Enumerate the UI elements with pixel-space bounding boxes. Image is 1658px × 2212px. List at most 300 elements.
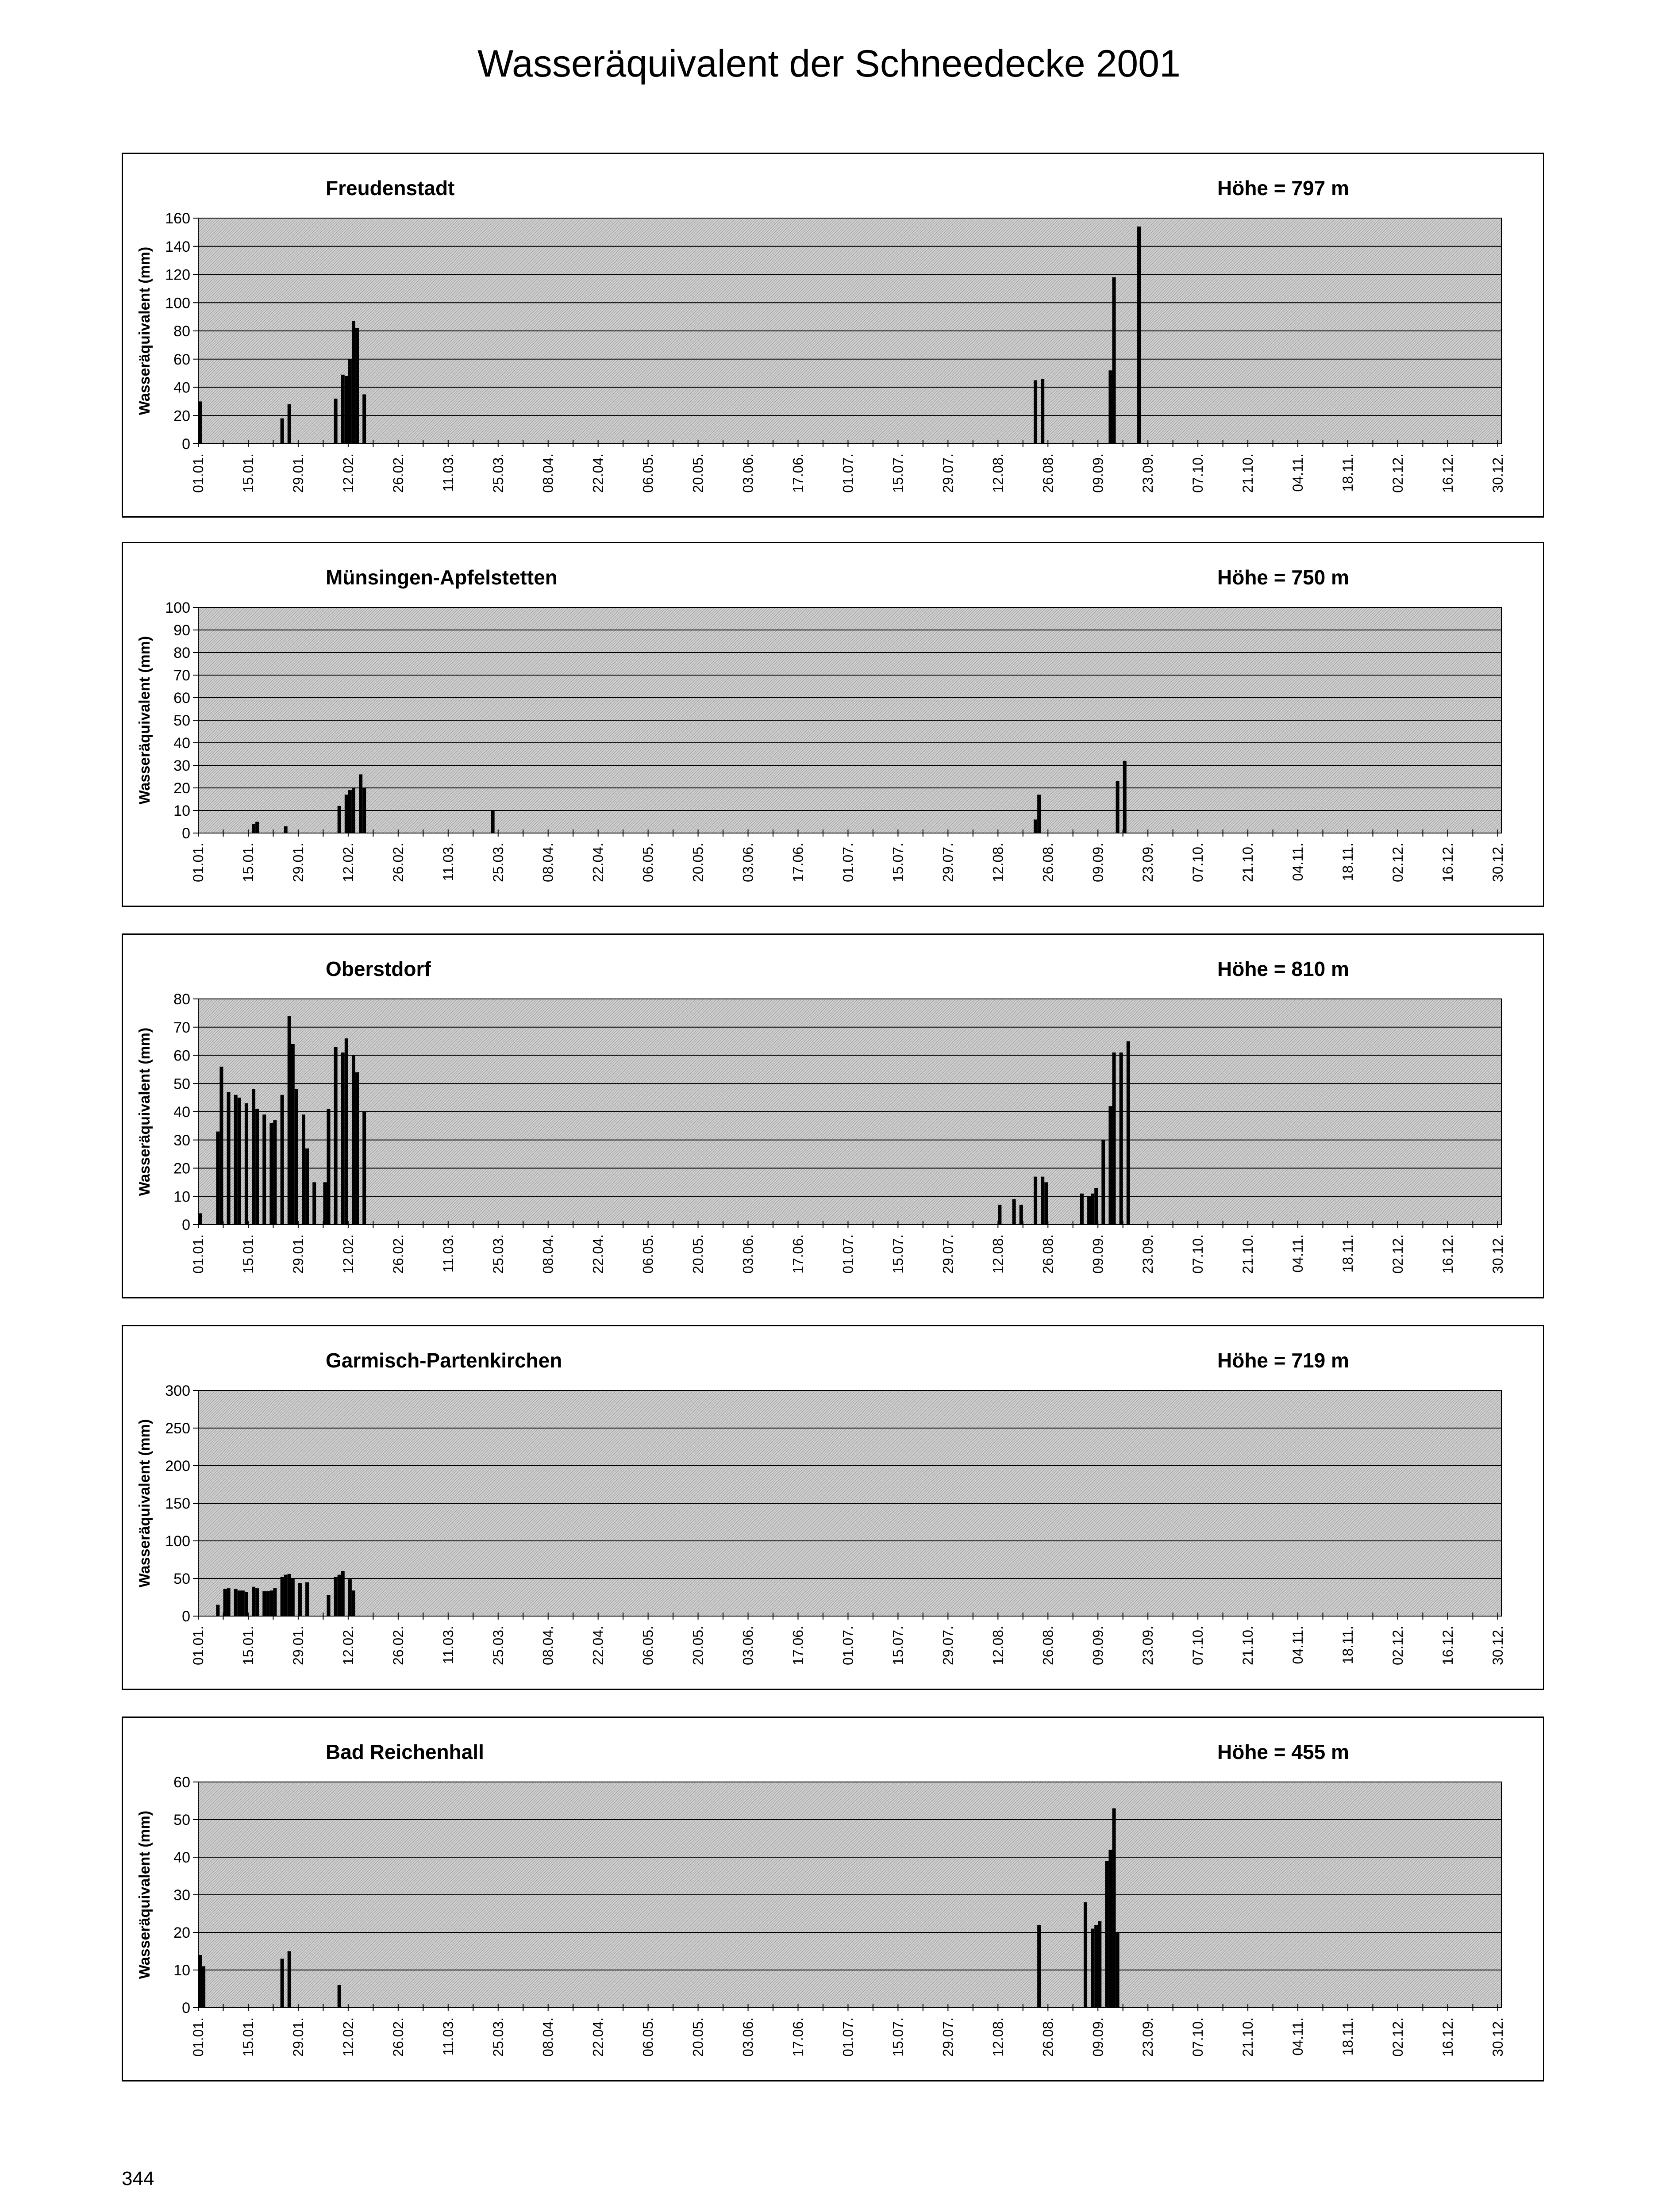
x-tick-label: 30.12. [1489, 1626, 1506, 1665]
x-tick-label: 12.02. [340, 2017, 356, 2057]
y-tick-label: 30 [173, 1887, 190, 1904]
bar [269, 1123, 273, 1225]
x-tick-label: 20.05. [690, 1626, 706, 1665]
chart-panel-muensingen-apfelstetten [122, 542, 1544, 907]
x-tick-label: 26.08. [1040, 2017, 1056, 2057]
x-tick-label: 03.06. [740, 1626, 756, 1665]
bar [262, 1591, 266, 1616]
chart-panel-oberstdorf [122, 933, 1544, 1298]
x-tick-label: 23.09. [1140, 2017, 1156, 2057]
bar [341, 1571, 345, 1616]
bar [327, 1109, 331, 1225]
x-tick-label: 01.01. [190, 2017, 206, 2057]
bar [1041, 1177, 1044, 1225]
x-tick-label: 01.07. [840, 1626, 856, 1665]
y-tick-label: 50 [173, 712, 190, 729]
x-tick-label: 30.12. [1489, 2017, 1506, 2057]
bar [1034, 1177, 1037, 1225]
x-tick-label: 30.12. [1489, 453, 1506, 493]
x-tick-label: 25.03. [490, 1626, 506, 1665]
x-tick-label: 21.10. [1240, 1626, 1256, 1665]
bar [355, 328, 359, 444]
bar [255, 1588, 259, 1616]
x-tick-label: 06.05. [640, 453, 656, 493]
bar [198, 1214, 202, 1225]
bar [288, 1016, 291, 1225]
x-tick-label: 04.11. [1290, 1626, 1306, 1664]
bar [1127, 1041, 1130, 1225]
y-axis-label: Wasseräquivalent (mm) [136, 1027, 153, 1196]
x-tick-label: 01.01. [190, 843, 206, 882]
bar [352, 321, 355, 444]
x-tick-label: 06.05. [640, 1626, 656, 1665]
y-tick-label: 300 [165, 1382, 190, 1399]
y-axis-label: Wasseräquivalent (mm) [136, 246, 153, 415]
bar [252, 1089, 255, 1225]
x-tick-label: 04.11. [1290, 453, 1306, 492]
x-tick-label: 12.08. [990, 2017, 1006, 2057]
x-tick-label: 20.05. [690, 843, 706, 882]
x-tick-label: 18.11. [1340, 1626, 1356, 1664]
bar [198, 1955, 202, 2008]
bar [1112, 277, 1116, 444]
y-tick-label: 40 [173, 735, 190, 752]
x-tick-label: 04.11. [1290, 2017, 1306, 2056]
station-height: Höhe = 455 m [1217, 1740, 1349, 1763]
x-tick-label: 04.11. [1290, 843, 1306, 881]
bar [1044, 1182, 1048, 1225]
bar [1094, 1925, 1098, 2008]
bar [1112, 1809, 1116, 2008]
page-number: 344 [122, 2168, 154, 2189]
x-tick-label: 15.07. [890, 2017, 906, 2057]
x-tick-label: 22.04. [590, 1234, 606, 1274]
x-tick-label: 21.10. [1240, 453, 1256, 493]
x-tick-label: 23.09. [1140, 843, 1156, 882]
x-tick-label: 01.07. [840, 1234, 856, 1274]
x-tick-label: 04.11. [1290, 1234, 1306, 1273]
bar [1101, 1140, 1105, 1225]
y-tick-label: 160 [165, 210, 190, 227]
x-tick-label: 17.06. [790, 453, 806, 493]
bar [241, 1590, 245, 1616]
x-tick-label: 03.06. [740, 2017, 756, 2057]
x-tick-label: 20.05. [690, 453, 706, 493]
x-tick-label: 16.12. [1439, 1626, 1456, 1665]
y-tick-label: 20 [173, 1160, 190, 1177]
x-tick-label: 20.05. [690, 2017, 706, 2057]
bar [238, 1590, 241, 1616]
bar [334, 1047, 338, 1225]
bar [305, 1148, 309, 1225]
x-tick-label: 29.07. [940, 2017, 956, 2057]
x-tick-label: 17.06. [790, 1234, 806, 1274]
x-tick-label: 02.12. [1390, 843, 1406, 882]
bar [359, 774, 362, 833]
bar [348, 790, 352, 833]
bar [291, 1578, 295, 1616]
x-tick-label: 07.10. [1190, 1234, 1206, 1274]
bar [245, 1103, 248, 1225]
page-title: Wasseräquivalent der Schneedecke 2001 [477, 42, 1181, 85]
bar [305, 1582, 309, 1617]
bar [338, 806, 341, 833]
y-tick-label: 30 [173, 757, 190, 774]
x-tick-label: 17.06. [790, 2017, 806, 2057]
x-tick-label: 03.06. [740, 843, 756, 882]
bar [1137, 227, 1141, 444]
bar [302, 1114, 305, 1225]
y-tick-label: 60 [173, 690, 190, 707]
x-tick-label: 12.02. [340, 1234, 356, 1274]
x-tick-label: 03.06. [740, 1234, 756, 1274]
x-tick-label: 01.07. [840, 453, 856, 493]
y-tick-label: 60 [173, 351, 190, 368]
x-tick-label: 07.10. [1190, 843, 1206, 882]
x-tick-label: 25.03. [490, 2017, 506, 2057]
bar [234, 1095, 238, 1225]
y-tick-label: 10 [173, 803, 190, 819]
x-tick-label: 11.03. [440, 2017, 456, 2056]
y-tick-label: 60 [173, 1774, 190, 1791]
bar [1012, 1199, 1016, 1225]
y-axis-label: Wasseräquivalent (mm) [136, 636, 153, 805]
x-tick-label: 06.05. [640, 843, 656, 882]
bar [334, 399, 338, 444]
chart-panel-bad-reichenhall [122, 1717, 1544, 2081]
bar [219, 1067, 223, 1225]
bar [1087, 1196, 1091, 1225]
bar [266, 1591, 269, 1616]
x-tick-label: 29.07. [940, 1234, 956, 1274]
station-height: Höhe = 797 m [1217, 177, 1349, 200]
bar [295, 1089, 298, 1225]
bar [238, 1098, 241, 1225]
x-tick-label: 25.03. [490, 843, 506, 882]
y-tick-label: 80 [173, 645, 190, 661]
bar [352, 1056, 355, 1225]
x-tick-label: 26.02. [390, 2017, 406, 2057]
chart-bad-reichenhall [123, 1718, 1543, 2080]
x-tick-label: 01.01. [190, 1234, 206, 1274]
x-tick-label: 01.01. [190, 1626, 206, 1665]
x-tick-label: 26.08. [1040, 843, 1056, 882]
y-tick-label: 20 [173, 407, 190, 425]
bar [1109, 370, 1112, 444]
bar [234, 1589, 238, 1616]
x-tick-label: 23.09. [1140, 1234, 1156, 1274]
bar [1094, 1188, 1098, 1225]
x-tick-label: 09.09. [1090, 453, 1106, 493]
x-tick-label: 21.10. [1240, 1234, 1256, 1274]
x-tick-label: 11.03. [440, 1626, 456, 1664]
x-tick-label: 09.09. [1090, 2017, 1106, 2057]
x-tick-label: 16.12. [1439, 1234, 1456, 1274]
y-tick-label: 100 [165, 599, 190, 616]
y-tick-label: 0 [182, 1608, 190, 1625]
x-tick-label: 15.07. [890, 1626, 906, 1665]
bar [1105, 1861, 1108, 2008]
x-tick-label: 16.12. [1439, 453, 1456, 493]
bar [288, 404, 291, 444]
y-tick-label: 50 [173, 1812, 190, 1828]
bar [255, 822, 259, 833]
x-tick-label: 11.03. [440, 453, 456, 492]
station-height: Höhe = 750 m [1217, 566, 1349, 589]
x-tick-label: 15.07. [890, 1234, 906, 1274]
x-tick-label: 12.08. [990, 1626, 1006, 1665]
x-tick-label: 08.04. [540, 2017, 556, 2057]
y-tick-label: 250 [165, 1420, 190, 1437]
x-tick-label: 30.12. [1489, 843, 1506, 882]
bar [1037, 795, 1041, 833]
bar [227, 1588, 231, 1616]
y-tick-label: 0 [182, 436, 190, 453]
x-tick-label: 25.03. [490, 1234, 506, 1274]
bar [288, 1574, 291, 1616]
bar [262, 1114, 266, 1225]
y-tick-label: 140 [165, 238, 190, 255]
y-tick-label: 120 [165, 266, 190, 284]
station-name: Münsingen-Apfelstetten [326, 566, 558, 589]
y-tick-label: 30 [173, 1132, 190, 1149]
x-tick-label: 26.02. [390, 453, 406, 493]
y-axis-label: Wasseräquivalent (mm) [136, 1810, 153, 1979]
bar [334, 1577, 338, 1616]
station-name: Oberstdorf [326, 957, 431, 980]
bar [998, 1205, 1001, 1225]
bar [1109, 1850, 1112, 2008]
bar [273, 1120, 277, 1225]
x-tick-label: 25.03. [490, 453, 506, 493]
bar [298, 1583, 302, 1616]
x-tick-label: 09.09. [1090, 843, 1106, 882]
chart-muensingen-apfelstetten [123, 543, 1543, 906]
bar [273, 1588, 277, 1616]
x-tick-label: 20.05. [690, 1234, 706, 1274]
x-tick-label: 11.03. [440, 1234, 456, 1273]
y-tick-label: 90 [173, 622, 190, 639]
x-tick-label: 26.08. [1040, 1234, 1056, 1274]
bar [1084, 1902, 1087, 2008]
bar [362, 788, 366, 833]
bar [216, 1605, 219, 1617]
bar [1041, 379, 1044, 444]
chart-panel-freudenstadt [122, 153, 1544, 518]
y-tick-label: 70 [173, 667, 190, 684]
x-tick-label: 22.04. [590, 843, 606, 882]
station-height: Höhe = 719 m [1217, 1349, 1349, 1372]
bar [245, 1592, 248, 1616]
bar [227, 1092, 231, 1225]
x-tick-label: 12.02. [340, 453, 356, 493]
x-tick-label: 06.05. [640, 2017, 656, 2057]
y-tick-label: 20 [173, 1924, 190, 1941]
bar [1098, 1921, 1101, 2008]
bar [327, 1595, 331, 1616]
bar [269, 1590, 273, 1616]
x-tick-label: 15.07. [890, 453, 906, 493]
bar [284, 826, 288, 833]
bar [1034, 380, 1037, 444]
bar [1034, 819, 1037, 833]
x-tick-label: 17.06. [790, 1626, 806, 1665]
bar [198, 401, 202, 444]
bar [255, 1109, 259, 1225]
bar [345, 1038, 348, 1225]
y-tick-label: 50 [173, 1075, 190, 1093]
x-tick-label: 29.07. [940, 453, 956, 493]
bar [1123, 761, 1127, 833]
bar [281, 1577, 284, 1616]
bar [312, 1182, 316, 1225]
x-tick-label: 23.09. [1140, 453, 1156, 493]
y-tick-label: 0 [182, 2000, 190, 2016]
bar [341, 1052, 345, 1225]
y-tick-label: 100 [165, 295, 190, 312]
x-tick-label: 15.01. [240, 453, 256, 493]
chart-freudenstadt [123, 154, 1543, 516]
bar [288, 1951, 291, 2008]
bar [1080, 1194, 1084, 1225]
y-tick-label: 150 [165, 1495, 190, 1512]
y-tick-label: 10 [173, 1188, 190, 1206]
x-tick-label: 29.07. [940, 843, 956, 882]
y-axis-label: Wasseräquivalent (mm) [136, 1419, 153, 1588]
y-tick-label: 40 [173, 1104, 190, 1121]
x-tick-label: 09.09. [1090, 1234, 1106, 1274]
x-tick-label: 26.02. [390, 1234, 406, 1274]
x-tick-label: 30.12. [1489, 1234, 1506, 1274]
chart-panel-garmisch-partenkirchen [122, 1325, 1544, 1690]
x-tick-label: 29.07. [940, 1626, 956, 1665]
x-tick-label: 06.05. [640, 1234, 656, 1274]
bar [338, 1575, 341, 1617]
y-tick-label: 60 [173, 1047, 190, 1064]
bar [1019, 1205, 1023, 1225]
bar [1116, 781, 1119, 833]
x-tick-label: 08.04. [540, 453, 556, 493]
bar [1116, 1932, 1119, 2008]
station-name: Bad Reichenhall [326, 1740, 484, 1763]
x-tick-label: 08.04. [540, 843, 556, 882]
x-tick-label: 29.01. [290, 843, 306, 882]
bar [352, 788, 355, 833]
bar [223, 1589, 227, 1616]
x-tick-label: 12.02. [340, 843, 356, 882]
bar [202, 1966, 205, 2008]
bar [352, 1590, 355, 1616]
station-height: Höhe = 810 m [1217, 957, 1349, 980]
x-tick-label: 01.01. [190, 453, 206, 493]
x-tick-label: 12.02. [340, 1626, 356, 1665]
bar [1109, 1106, 1112, 1225]
x-tick-label: 18.11. [1340, 2017, 1356, 2056]
x-tick-label: 22.04. [590, 453, 606, 493]
bar [323, 1182, 327, 1225]
chart-oberstdorf [123, 935, 1543, 1297]
x-tick-label: 18.11. [1340, 453, 1356, 492]
x-tick-label: 29.01. [290, 453, 306, 493]
y-tick-label: 0 [182, 825, 190, 842]
x-tick-label: 29.01. [290, 2017, 306, 2057]
x-tick-label: 01.07. [840, 843, 856, 882]
bar [348, 359, 352, 444]
bar [491, 810, 495, 833]
y-tick-label: 200 [165, 1458, 190, 1475]
x-tick-label: 09.09. [1090, 1626, 1106, 1665]
x-tick-label: 16.12. [1439, 2017, 1456, 2057]
y-tick-label: 20 [173, 780, 190, 797]
bar [362, 1112, 366, 1225]
y-tick-label: 100 [165, 1533, 190, 1550]
bar [1091, 1194, 1094, 1225]
x-tick-label: 02.12. [1390, 453, 1406, 493]
bar [345, 795, 348, 833]
x-tick-label: 07.10. [1190, 1626, 1206, 1665]
y-tick-label: 70 [173, 1019, 190, 1036]
y-tick-label: 0 [182, 1217, 190, 1233]
x-tick-label: 26.08. [1040, 1626, 1056, 1665]
bar [355, 1072, 359, 1225]
x-tick-label: 16.12. [1439, 843, 1456, 882]
y-tick-label: 40 [173, 1849, 190, 1866]
x-tick-label: 15.01. [240, 2017, 256, 2057]
x-tick-label: 08.04. [540, 1234, 556, 1274]
bar [348, 1579, 352, 1616]
bar [1091, 1929, 1094, 2008]
bar [1037, 1925, 1041, 2008]
x-tick-label: 02.12. [1390, 2017, 1406, 2057]
x-tick-label: 15.01. [240, 1234, 256, 1274]
bar [291, 1044, 295, 1225]
bar [252, 1587, 255, 1616]
bar [284, 1575, 288, 1617]
x-tick-label: 26.08. [1040, 453, 1056, 493]
y-tick-label: 80 [173, 323, 190, 340]
y-tick-label: 80 [173, 991, 190, 1008]
x-tick-label: 15.07. [890, 843, 906, 882]
x-tick-label: 12.08. [990, 453, 1006, 493]
x-tick-label: 29.01. [290, 1626, 306, 1665]
bar [345, 376, 348, 444]
bar [338, 1985, 341, 2008]
x-tick-label: 15.01. [240, 843, 256, 882]
bar [362, 394, 366, 444]
x-tick-label: 23.09. [1140, 1626, 1156, 1665]
x-tick-label: 11.03. [440, 843, 456, 881]
y-tick-label: 40 [173, 379, 190, 396]
x-tick-label: 22.04. [590, 1626, 606, 1665]
x-tick-label: 12.08. [990, 1234, 1006, 1274]
bar [281, 419, 284, 444]
bar [1112, 1052, 1116, 1225]
bar [341, 375, 345, 444]
x-tick-label: 18.11. [1340, 843, 1356, 881]
station-name: Freudenstadt [326, 177, 455, 200]
y-tick-label: 50 [173, 1571, 190, 1587]
x-tick-label: 22.04. [590, 2017, 606, 2057]
bar [252, 824, 255, 833]
x-tick-label: 17.06. [790, 843, 806, 882]
x-tick-label: 15.01. [240, 1626, 256, 1665]
chart-garmisch-partenkirchen [123, 1326, 1543, 1689]
bar [281, 1095, 284, 1225]
x-tick-label: 03.06. [740, 453, 756, 493]
x-tick-label: 02.12. [1390, 1626, 1406, 1665]
x-tick-label: 02.12. [1390, 1234, 1406, 1274]
x-tick-label: 08.04. [540, 1626, 556, 1665]
